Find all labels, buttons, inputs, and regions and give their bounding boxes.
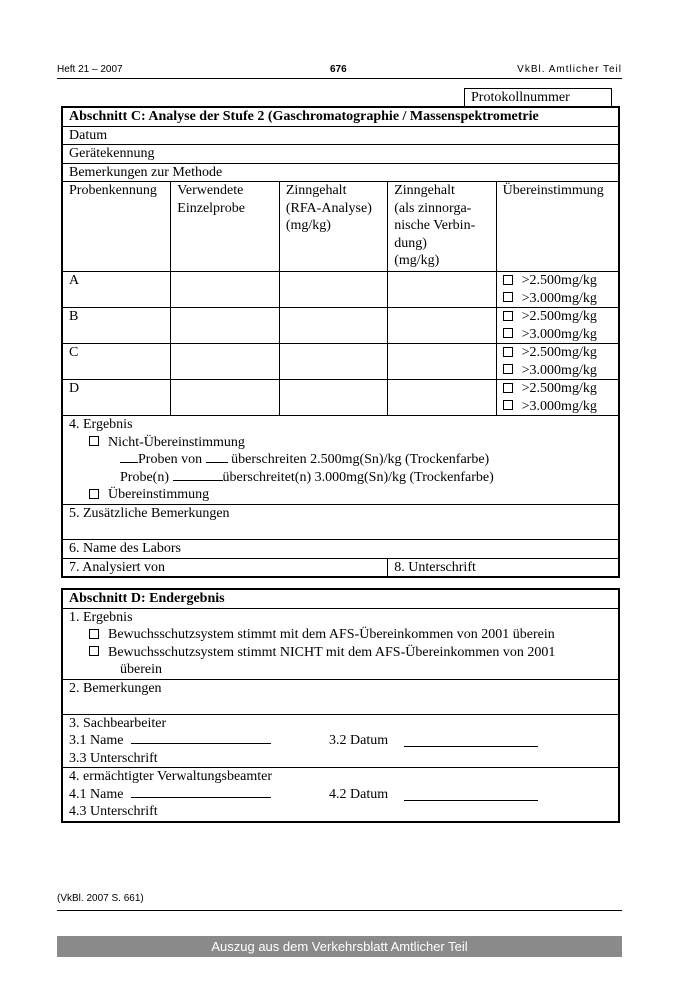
ergebnis-heading: 4. Ergebnis [69,417,133,432]
sach-datum-label: 3.2 Datum [329,733,389,748]
table-cell[interactable] [279,272,387,308]
analysiert-von-field[interactable]: 7. Analysiert von [62,558,388,577]
section-c-table [61,106,620,578]
table-cell[interactable] [279,308,387,344]
table-cell[interactable] [171,380,280,416]
checkbox-stimmt-nicht[interactable] [89,646,99,656]
protokollnummer-field[interactable]: Protokollnummer [464,88,612,106]
table-cell[interactable] [388,308,496,344]
bemerkungen-field[interactable]: 2. Bemerkungen [62,679,619,714]
checkbox[interactable] [503,275,513,285]
table-cell[interactable] [388,380,496,416]
header-divider [57,78,622,79]
nicht-uebereinstimmung-label: Nicht-Übereinstimmung [108,434,245,450]
table-cell[interactable] [388,344,496,380]
checkbox-uebereinstimmung[interactable] [89,489,99,499]
table-cell[interactable] [279,344,387,380]
geraetekennung-field[interactable]: Gerätekennung [62,145,619,164]
footer-divider [57,910,622,911]
sach-unterschrift-field[interactable]: 3.3 Unterschrift [69,750,158,766]
col-header-zinn-rfa: Zinngehalt (RFA-Analyse) (mg/kg) [279,182,387,272]
sach-name-label: 3.1 Name [69,733,124,748]
option-2500: >2.500mg/kg [503,380,618,398]
sach-datum-input[interactable] [404,746,538,747]
option-2500: >2.500mg/kg [503,308,618,326]
uebereinstimmung-label: Übereinstimmung [108,487,210,502]
sach-name-input[interactable] [131,743,271,744]
row-label: A [62,272,171,308]
row-label: C [62,344,171,380]
endergebnis-block [62,608,619,679]
footer-banner: Auszug aus dem Verkehrsblatt Amtlicher Teil [57,936,622,957]
beamter-block [62,768,619,822]
col-header-probenkennung: Probenkennung [62,182,171,272]
option-2500: >2.500mg/kg [503,344,618,362]
option-3000: >3.000mg/kg [503,398,618,416]
bemerkungen-methode-field[interactable]: Bemerkungen zur Methode [62,163,619,182]
citation-note: (VkBl. 2007 S. 661) [57,893,144,904]
section-d-table [61,588,620,823]
section-d-title: Abschnitt D: Endergebnis [62,589,619,608]
table-cell[interactable] [279,380,387,416]
checkbox[interactable] [503,400,513,410]
ergebnis-block: 4. Ergebnis Nicht-Übereinstimmung Proben von überschreiten 2.500mg(Sn)/kg (Trockenfarbe) Probe(n) überschreitet(n) 3.000mg(Sn)/kg (Trockenfarbe) Übereinstimmung [62,416,619,505]
checkbox[interactable] [503,311,513,321]
sachbearbeiter-block [62,714,619,768]
table-row [62,380,619,416]
beamter-name-input[interactable] [131,797,271,798]
beamter-name-label: 4.1 Name [69,786,124,802]
col-header-zinn-organisch: Zinngehalt (als zinnorga- nische Verbin- dung) (mg/kg) [388,182,496,272]
checkbox[interactable] [503,347,513,357]
zusaetzliche-bemerkungen-field[interactable]: 5. Zusätzliche Bemerkungen [62,505,619,540]
option-3000: >3.000mg/kg [503,362,618,380]
option-3000: >3.000mg/kg [503,326,618,344]
row-label: B [62,308,171,344]
beamter-unterschrift-field[interactable]: 4.3 Unterschrift [69,804,158,819]
stimmt-ueberein-label: Bewuchsschutzsystem stimmt mit dem AFS-Übereinkommen von 2001 überein [108,627,555,642]
beamter-heading: 4. ermächtigter Verwaltungsbeamter [69,769,273,784]
stimmt-nicht-label: Bewuchsschutzsystem stimmt NICHT mit dem AFS-Übereinkommen von 2001 [108,644,556,660]
col-header-uebereinstimmung: Übereinstimmung [496,182,619,272]
header-publication: VkBl. Amtlicher Teil [517,64,622,75]
sachbearbeiter-heading: 3. Sachbearbeiter [69,715,167,731]
stimmt-nicht-label-cont: überein [120,662,162,677]
beamter-datum-label: 4.2 Datum [329,786,389,802]
probe-blank[interactable] [173,480,223,481]
unterschrift-field[interactable]: 8. Unterschrift [388,558,619,577]
table-cell[interactable] [171,272,280,308]
checkbox[interactable] [503,383,513,393]
row-label: D [62,380,171,416]
checkbox-nicht-uebereinstimmung[interactable] [89,436,99,446]
checkbox[interactable] [503,328,513,338]
header-issue: Heft 21 – 2007 [57,64,123,75]
table-row [62,308,619,344]
table-cell[interactable] [171,308,280,344]
proben-blank-1[interactable] [120,462,138,463]
beamter-datum-input[interactable] [404,800,538,801]
endergebnis-heading: 1. Ergebnis [69,609,133,625]
col-header-einzelprobe: Verwendete Einzelprobe [171,182,280,272]
proben-blank-2[interactable] [206,462,228,463]
option-3000: >3.000mg/kg [503,290,618,308]
checkbox[interactable] [503,364,513,374]
page-number: 676 [330,64,347,75]
option-2500: >2.500mg/kg [503,272,618,290]
table-cell[interactable] [388,272,496,308]
datum-field[interactable]: Datum [62,126,619,145]
table-cell[interactable] [171,344,280,380]
table-row [62,344,619,380]
checkbox-stimmt-ueberein[interactable] [89,629,99,639]
section-c-title: Abschnitt C: Analyse der Stufe 2 (Gaschromatographie / Massenspektrometrie [62,107,619,126]
checkbox[interactable] [503,292,513,302]
labor-name-field[interactable]: 6. Name des Labors [62,540,619,559]
table-row [62,272,619,308]
